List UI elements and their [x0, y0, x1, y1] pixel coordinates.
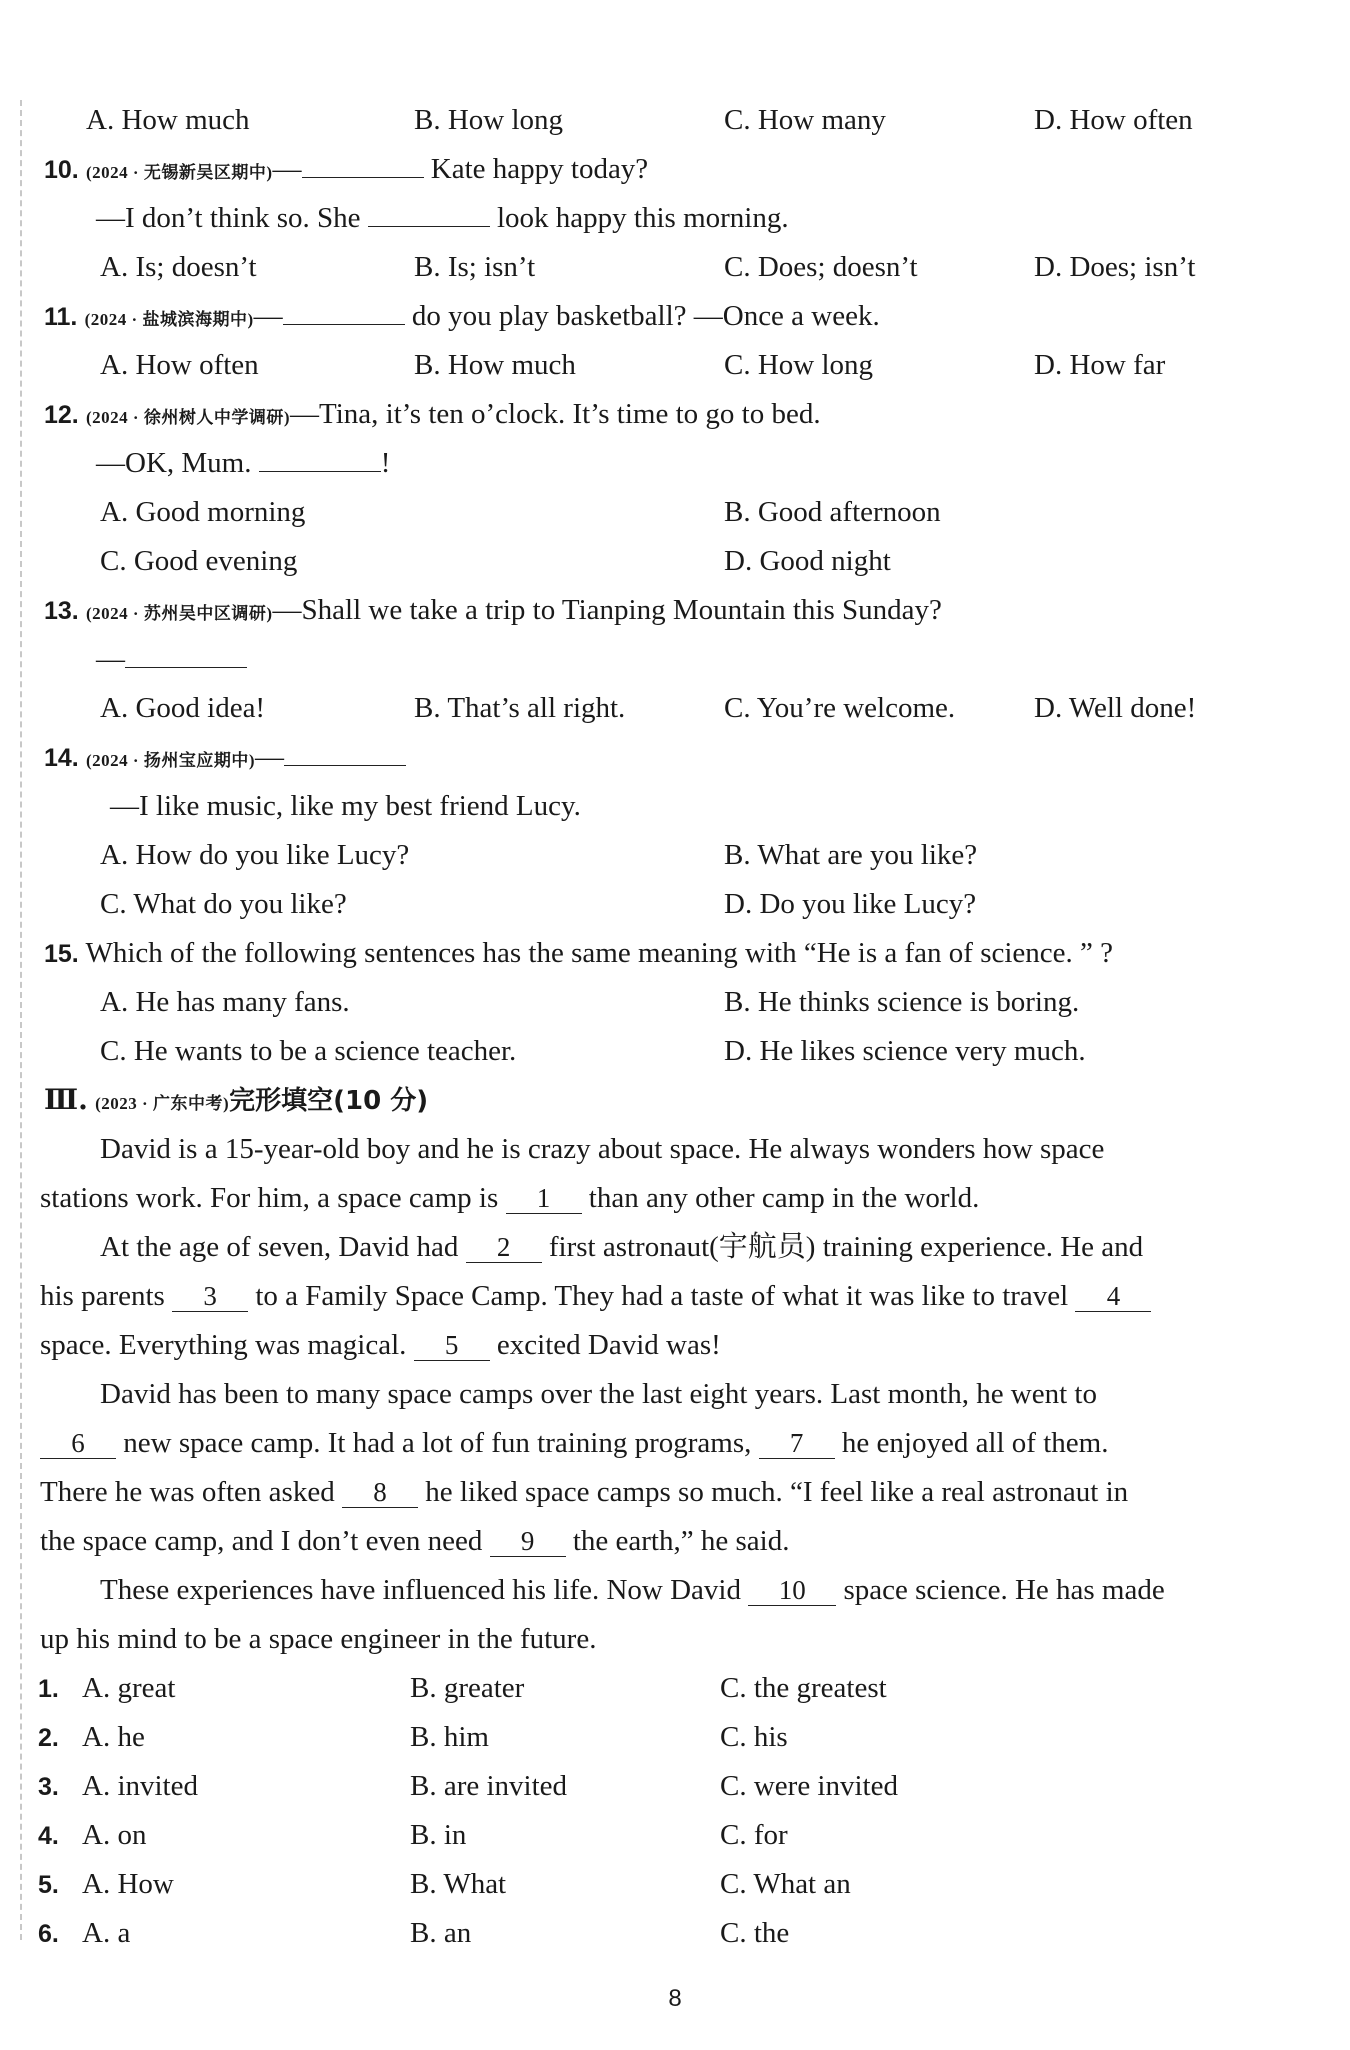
passage-line: David is a 15-year-old boy and he is crazy about space. He always wonders how space	[100, 1133, 1105, 1165]
question-10: 10. (2024 · 无锡新吴区期中)— Kate happy today?	[44, 149, 648, 193]
question-13-line2: —	[96, 639, 247, 679]
q11-option-d: D. How far	[1034, 349, 1166, 381]
answer-blank[interactable]	[125, 639, 247, 668]
cloze-option-c: C. the	[720, 1917, 790, 1949]
answer-blank[interactable]	[259, 443, 381, 472]
q12-option-d: D. Good night	[724, 545, 891, 577]
cloze-option-c: C. for	[720, 1819, 788, 1851]
q11-option-c: C. How long	[724, 349, 874, 381]
q10-option-c: C. Does; doesn’t	[724, 251, 918, 283]
passage-line: David has been to many space camps over the last eight years. Last month, he went to	[100, 1378, 1097, 1410]
passage-line: These experiences have influenced his life. Now David 10 space science. He has made	[100, 1574, 1165, 1606]
q15-option-d: D. He likes science very much.	[724, 1035, 1086, 1067]
q10-option-a: A. Is; doesn’t	[100, 251, 257, 283]
q10-option-d: D. Does; isn’t	[1034, 251, 1196, 283]
cloze-item-number: 3.	[38, 1773, 59, 1801]
question-11: 11. (2024 · 盐城滨海期中)— do you play basketball? —Once a week.	[44, 296, 880, 340]
cloze-item-number: 1.	[38, 1675, 59, 1703]
q12-option-b: B. Good afternoon	[724, 496, 941, 528]
cloze-option-b: B. an	[410, 1917, 472, 1949]
q11-option-a: A. How often	[100, 349, 259, 381]
question-number: 10.	[44, 156, 79, 184]
question-14-line2: —I like music, like my best friend Lucy.	[110, 790, 581, 822]
cloze-option-c: C. What an	[720, 1868, 851, 1900]
answer-blank[interactable]	[284, 737, 406, 766]
passage-line: 6 new space camp. It had a lot of fun training programs, 7 he enjoyed all of them.	[40, 1423, 1108, 1463]
cloze-blank-3[interactable]: 3	[172, 1281, 248, 1312]
cloze-blank-5[interactable]: 5	[414, 1330, 490, 1361]
cloze-item-number: 2.	[38, 1724, 59, 1752]
q9-option-d: D. How often	[1034, 104, 1193, 136]
cloze-option-b: B. in	[410, 1819, 467, 1851]
cloze-option-row: 4. A. on	[38, 1815, 146, 1856]
cloze-option-b: B. him	[410, 1721, 489, 1753]
question-10-line2: —I don’t think so. She look happy this morning.	[96, 198, 789, 238]
q12-option-c: C. Good evening	[100, 545, 298, 577]
cloze-blank-9[interactable]: 9	[490, 1526, 566, 1557]
cloze-option-row: 5. A. How	[38, 1864, 174, 1905]
passage-line: the space camp, and I don’t even need 9 the earth,” he said.	[40, 1525, 790, 1557]
question-14: 14. (2024 · 扬州宝应期中)—	[44, 737, 406, 781]
q15-option-a: A. He has many fans.	[100, 986, 350, 1018]
q13-option-d: D. Well done!	[1034, 692, 1197, 724]
binding-margin-line	[20, 100, 22, 1940]
q13-option-b: B. That’s all right.	[414, 692, 626, 724]
question-source: (2024 · 徐州树人中学调研)	[86, 408, 291, 427]
cloze-option-b: B. greater	[410, 1672, 525, 1704]
passage-line: space. Everything was magical. 5 excited David was!	[40, 1329, 721, 1361]
q15-option-c: C. He wants to be a science teacher.	[100, 1035, 517, 1067]
cloze-option-row: 3. A. invited	[38, 1766, 198, 1807]
cloze-blank-7[interactable]: 7	[759, 1428, 835, 1459]
cloze-blank-2[interactable]: 2	[466, 1232, 542, 1263]
q13-option-a: A. Good idea!	[100, 692, 266, 724]
question-15: 15. Which of the following sentences has the same meaning with “He is a fan of science. ” ?	[44, 937, 1114, 969]
question-number: 11.	[44, 303, 78, 331]
answer-blank[interactable]	[368, 198, 490, 227]
q14-option-d: D. Do you like Lucy?	[724, 888, 977, 920]
answer-blank[interactable]	[283, 296, 405, 325]
cloze-item-number: 6.	[38, 1920, 59, 1948]
question-number: 12.	[44, 401, 79, 429]
question-source: (2024 · 扬州宝应期中)	[86, 751, 256, 770]
cloze-option-c: C. were invited	[720, 1770, 898, 1802]
cloze-item-number: 4.	[38, 1822, 59, 1850]
question-number: 13.	[44, 597, 79, 625]
answer-blank[interactable]	[302, 149, 424, 178]
question-number: 15.	[44, 940, 79, 968]
cloze-option-row: 6. A. a	[38, 1913, 130, 1954]
page-number: 8	[668, 1985, 682, 2012]
q10-option-b: B. Is; isn’t	[414, 251, 536, 283]
q9-option-a: A. How much	[86, 104, 250, 136]
cloze-option-b: B. What	[410, 1868, 507, 1900]
cloze-blank-6[interactable]: 6	[40, 1428, 116, 1459]
q14-option-a: A. How do you like Lucy?	[100, 839, 410, 871]
question-12-line2: —OK, Mum. !	[96, 443, 390, 483]
passage-line: stations work. For him, a space camp is 1 than any other camp in the world.	[40, 1182, 980, 1214]
question-13: 13. (2024 · 苏州吴中区调研)—Shall we take a trip to Tianping Mountain this Sunday?	[44, 594, 942, 626]
question-number: 14.	[44, 744, 79, 772]
passage-line: At the age of seven, David had 2 first astronaut(宇航员) training experience. He and	[100, 1231, 1144, 1263]
passage-line: his parents 3 to a Family Space Camp. They had a taste of what it was like to travel 4	[40, 1276, 1151, 1316]
cloze-blank-10[interactable]: 10	[748, 1575, 836, 1606]
passage-line: up his mind to be a space engineer in the future.	[40, 1623, 597, 1655]
q11-option-b: B. How much	[414, 349, 576, 381]
q15-option-b: B. He thinks science is boring.	[724, 986, 1080, 1018]
cloze-option-c: C. the greatest	[720, 1672, 887, 1704]
cloze-option-b: B. are invited	[410, 1770, 568, 1802]
section-title: 完形填空(10 分)	[229, 1086, 429, 1116]
q9-option-c: C. How many	[724, 104, 886, 136]
q14-option-c: C. What do you like?	[100, 888, 347, 920]
q9-option-b: B. How long	[414, 104, 564, 136]
cloze-option-c: C. his	[720, 1721, 788, 1753]
question-12: 12. (2024 · 徐州树人中学调研)—Tina, it’s ten o’clock. It’s time to go to bed.	[44, 398, 821, 430]
q13-option-c: C. You’re welcome.	[724, 692, 956, 724]
section-source: (2023 · 广东中考)	[95, 1094, 230, 1113]
cloze-item-number: 5.	[38, 1871, 59, 1899]
question-source: (2024 · 盐城滨海期中)	[84, 310, 254, 329]
cloze-blank-4[interactable]: 4	[1075, 1281, 1151, 1312]
cloze-option-row: 1. A. great	[38, 1668, 175, 1709]
q14-option-b: B. What are you like?	[724, 839, 978, 871]
passage-line: There he was often asked 8 he liked space camps so much. “I feel like a real astronaut in	[40, 1476, 1129, 1508]
question-source: (2024 · 无锡新吴区期中)	[86, 163, 273, 182]
section-roman-numeral: Ⅲ.	[44, 1083, 88, 1116]
q12-option-a: A. Good morning	[100, 496, 306, 528]
section-heading	[44, 1080, 428, 1124]
cloze-blank-8[interactable]: 8	[342, 1477, 418, 1508]
question-source: (2024 · 苏州吴中区调研)	[86, 604, 273, 623]
cloze-option-row: 2. A. he	[38, 1717, 145, 1758]
cloze-blank-1[interactable]: 1	[506, 1183, 582, 1214]
